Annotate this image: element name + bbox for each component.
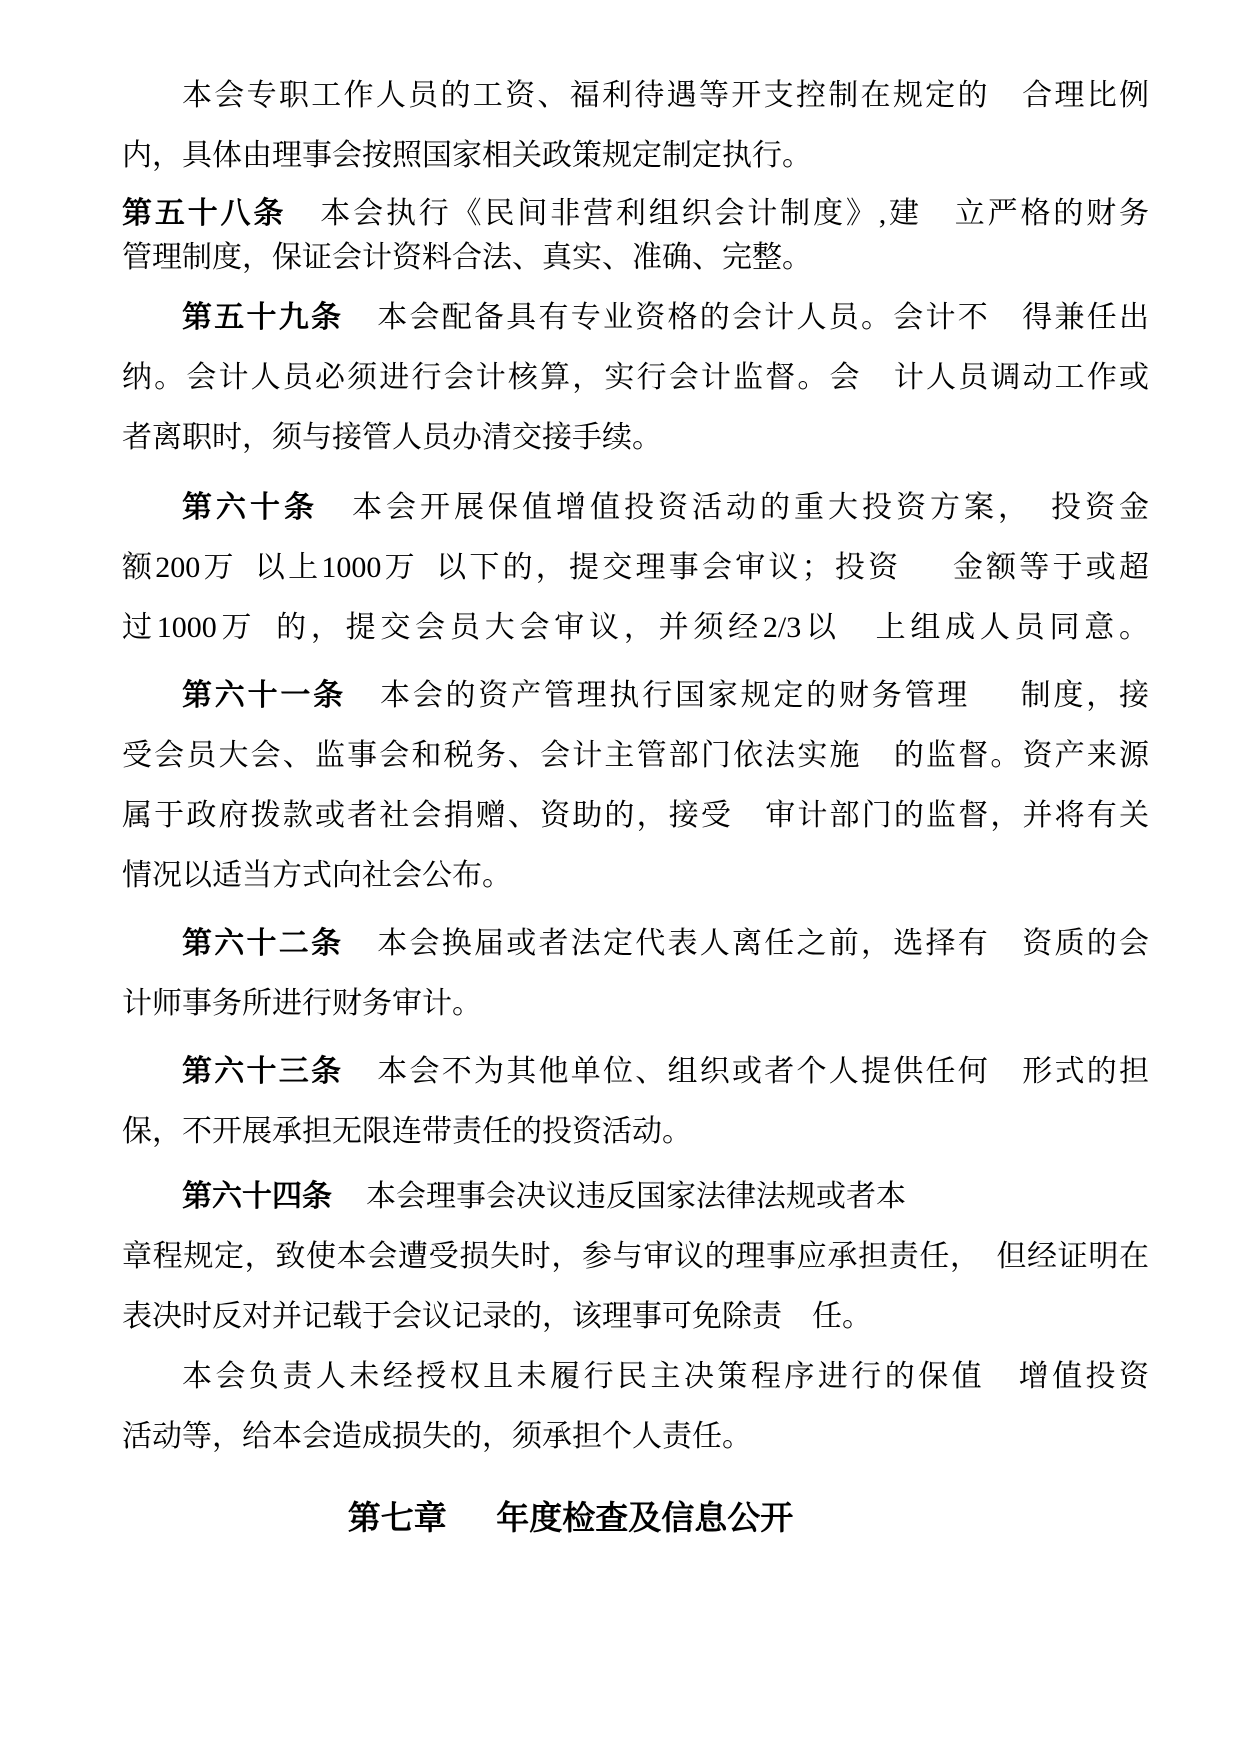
text-line: 过1000万 的，提交会员大会审议，并须经2/3以 上组成人员同意。 (122, 611, 1149, 644)
text-line: 计师事务所进行财务审计。 (122, 987, 482, 1020)
article-number: 第六十一条 (182, 679, 346, 712)
intro-paragraph (122, 66, 1149, 186)
chapter-heading: 第七章 年度检查及信息公开 (347, 1501, 794, 1537)
text-line (122, 478, 1149, 538)
text-line (122, 1042, 1149, 1102)
article-number: 第六十条 (182, 491, 318, 524)
article-63 (122, 1042, 1149, 1162)
text-line (122, 288, 1149, 348)
article-59 (122, 288, 1149, 468)
text-line (122, 1167, 1149, 1227)
text-line: 者离职时，须与接管人员办清交接手续。 (122, 421, 662, 454)
text-line: 本会负责人未经授权且未履行民主决策程序进行的保值 增值投资 (182, 1360, 1149, 1393)
text-line: 内，具体由理事会按照国家相关政策规定制定执行。 (122, 139, 812, 172)
text-line: 保，不开展承担无限连带责任的投资活动。 (122, 1115, 692, 1148)
text-line: 额200万 以上1000万 以下的，提交理事会审议；投资 金额等于或超 (122, 551, 1149, 584)
text-line: 本会专职工作人员的工资、福利待遇等开支控制在规定的 合理比例 (182, 79, 1149, 112)
article-text: 本会的资产管理执行国家规定的财务管理 制度，接 (379, 679, 1150, 712)
text-line: 属于政府拨款或者社会捐赠、资助的，接受 审计部门的监督，并将有关 (122, 799, 1149, 832)
text-line: 管理制度，保证会计资料合法、真实、准确、完整。 (122, 241, 812, 274)
article-number: 第六十二条 (182, 927, 344, 960)
article-60 (122, 478, 1149, 658)
article-number: 第五十八条 (122, 197, 287, 230)
text-line: 纳。会计人员必须进行会计核算，实行会计监督。会 计人员调动工作或 (122, 361, 1149, 394)
text-line (122, 192, 1149, 236)
article-61 (122, 666, 1149, 906)
text-line: 受会员大会、监事会和税务、会计主管部门依法实施 的监督。资产来源 (122, 739, 1149, 772)
text-line: 表决时反对并记载于会议记录的，该理事可免除责 任。 (122, 1300, 872, 1333)
text-line: 情况以适当方式向社会公布。 (122, 859, 512, 892)
closing-paragraph (122, 1347, 1149, 1467)
text-line: 活动等，给本会造成损失的，须承担个人责任。 (122, 1420, 752, 1453)
article-number: 第六十四条 (182, 1180, 332, 1213)
article-text: 本会执行《民间非营利组织会计制度》,建 立严格的财务 (320, 197, 1149, 230)
article-text: 本会不为其他单位、组织或者个人提供任何 形式的担 (377, 1055, 1149, 1088)
article-58 (122, 192, 1149, 280)
article-64 (122, 1167, 1149, 1347)
article-number: 第六十三条 (182, 1055, 344, 1088)
text-line: 章程规定，致使本会遭受损失时，参与审议的理事应承担责任， 但经证明在 (122, 1240, 1149, 1273)
article-text: 本会理事会决议违反国家法律法规或者本 (366, 1180, 906, 1213)
text-line (122, 914, 1149, 974)
article-number: 第五十九条 (182, 301, 344, 334)
article-62 (122, 914, 1149, 1034)
article-text: 本会开展保值增值投资活动的重大投资方案， 投资金 (352, 491, 1149, 524)
text-line (122, 666, 1149, 726)
article-text: 本会配备具有专业资格的会计人员。会计不 得兼任出 (377, 301, 1149, 334)
article-text: 本会换届或者法定代表人离任之前，选择有 资质的会 (377, 927, 1149, 960)
